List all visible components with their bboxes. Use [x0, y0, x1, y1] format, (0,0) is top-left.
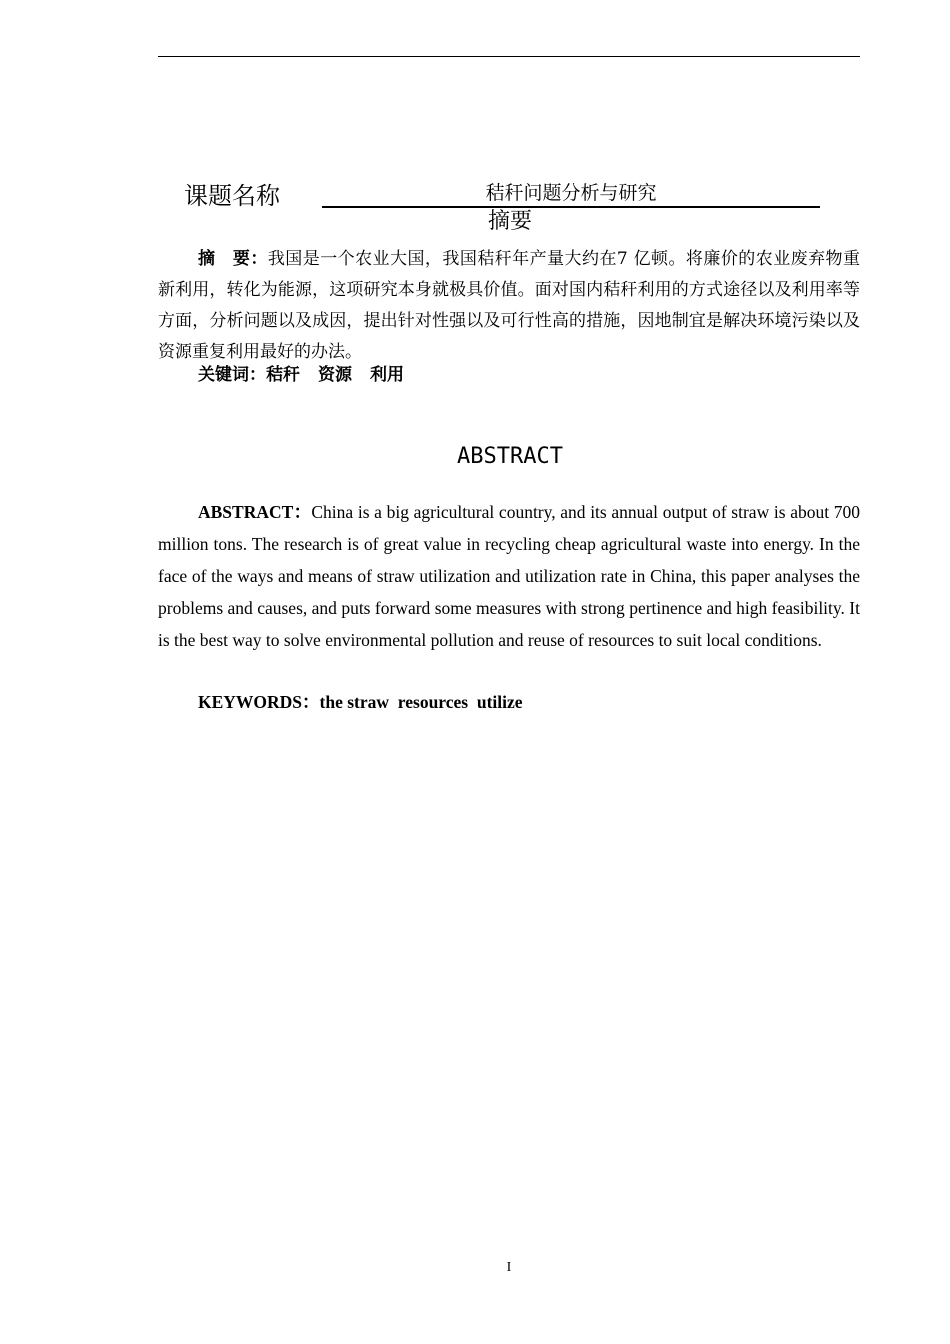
abstract-cn-label: 摘 要： — [198, 249, 268, 269]
keyword-cn-3: 利用 — [370, 365, 404, 385]
keywords-en-value: the straw resources utilize — [319, 692, 523, 712]
keywords-cn-label: 关键词： — [198, 365, 266, 385]
abstract-en-label: ABSTRACT： — [198, 502, 312, 522]
keyword-cn-2: 资源 — [318, 365, 352, 385]
abstract-cn-text: 我国是一个农业大国，我国秸秆年产量大约在7 亿顿。将廉价的农业废弃物重新利用，转化为能源，这项研究本身就极具价值。面对国内秸秆利用的方式途径以及利用率等方面，分析问题以及成因，提出针对性强以及可行性高的措施，因地制宜是解决环境污染以及资源重复利用最好的办法。 — [158, 249, 861, 362]
abstract-en-paragraph — [158, 496, 860, 656]
abstract-cn-paragraph — [158, 244, 860, 368]
abstract-en-heading: ABSTRACT — [457, 444, 563, 469]
keywords-en-label: KEYWORDS： — [198, 692, 320, 712]
keyword-cn-1: 秸秆 — [266, 365, 300, 385]
page-number: I — [506, 1260, 512, 1275]
topic-label: 课题名称 — [184, 182, 280, 210]
topic-value: 秸秆问题分析与研究 — [322, 180, 820, 208]
header-rule — [158, 56, 860, 57]
abstract-en-text: China is a big agricultural country, and its annual output of straw is about 700 million tons. The research is of great value in recycling cheap agricultural waste into energy. In the face of the ways and means of straw utilization and utilization rate in China, this paper analyses the problems and causes, and puts forward some measures with strong pertinence and high feasibility. It is the best way to solve environmental pollution and reuse of resources to suit local conditions. — [158, 502, 860, 650]
keywords-cn — [198, 360, 404, 385]
keywords-en — [198, 689, 523, 714]
abstract-cn-heading: 摘要 — [487, 209, 532, 234]
